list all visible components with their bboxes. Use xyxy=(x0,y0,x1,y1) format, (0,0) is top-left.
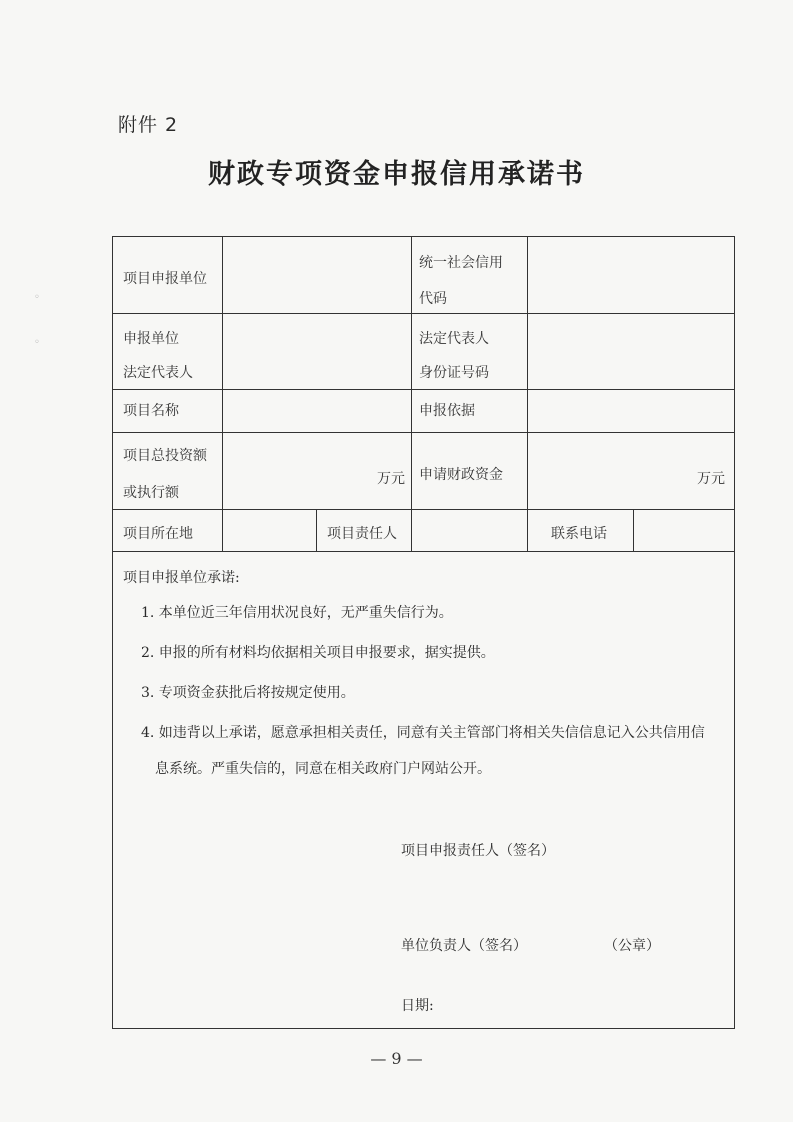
credit-pledge-form xyxy=(112,236,735,1029)
phone-label: 联系电话 xyxy=(551,526,607,542)
responsible-signature-label: 项目申报责任人（签名） xyxy=(401,843,555,859)
pledge-item-3: 3. 专项资金获批后将按规定使用。 xyxy=(141,685,355,701)
pledge-item-2: 2. 申报的所有材料均依据相关项目申报要求，据实提供。 xyxy=(141,645,495,661)
total-invest-label-line2: 或执行额 xyxy=(123,485,179,501)
pledge-item-4-line2: 息系统。严重失信的，同意在相关政府门户网站公开。 xyxy=(155,761,491,777)
credit-code-label-line2: 代码 xyxy=(419,291,447,307)
page-number: — 9 — xyxy=(370,1049,423,1068)
location-label: 项目所在地 xyxy=(123,526,193,542)
total-invest-unit: 万元 xyxy=(377,471,405,487)
legal-rep-id-label-line1: 法定代表人 xyxy=(419,331,489,347)
legal-rep-label-line1: 申报单位 xyxy=(123,331,179,347)
date-label: 日期: xyxy=(401,998,434,1014)
apply-fund-unit: 万元 xyxy=(697,471,725,487)
scan-speck: ◦ xyxy=(34,337,40,348)
document-title: 财政专项资金申报信用承诺书 xyxy=(208,159,585,190)
legal-rep-id-label-line2: 身份证号码 xyxy=(419,365,489,381)
basis-label: 申报依据 xyxy=(419,403,475,419)
person-in-charge-label: 项目责任人 xyxy=(327,526,397,542)
attachment-label: 附件 2 xyxy=(118,114,179,136)
scan-speck: ◦ xyxy=(34,292,40,303)
unit-head-signature-label: 单位负责人（签名） xyxy=(401,938,527,954)
project-name-label: 项目名称 xyxy=(123,403,179,419)
pledge-item-4-line1: 4. 如违背以上承诺，愿意承担相关责任，同意有关主管部门将相关失信信息记入公共信用信 xyxy=(141,725,705,741)
legal-rep-label-line2: 法定代表人 xyxy=(123,365,193,381)
pledge-title: 项目申报单位承诺: xyxy=(123,570,240,586)
pledge-item-1: 1. 本单位近三年信用状况良好，无严重失信行为。 xyxy=(141,605,453,621)
applicant-unit-label: 项目申报单位 xyxy=(123,271,207,287)
official-seal-label: （公章） xyxy=(604,938,660,954)
credit-code-label-line1: 统一社会信用 xyxy=(419,255,503,271)
total-invest-label-line1: 项目总投资额 xyxy=(123,448,207,464)
apply-fund-label: 申请财政资金 xyxy=(419,467,503,483)
